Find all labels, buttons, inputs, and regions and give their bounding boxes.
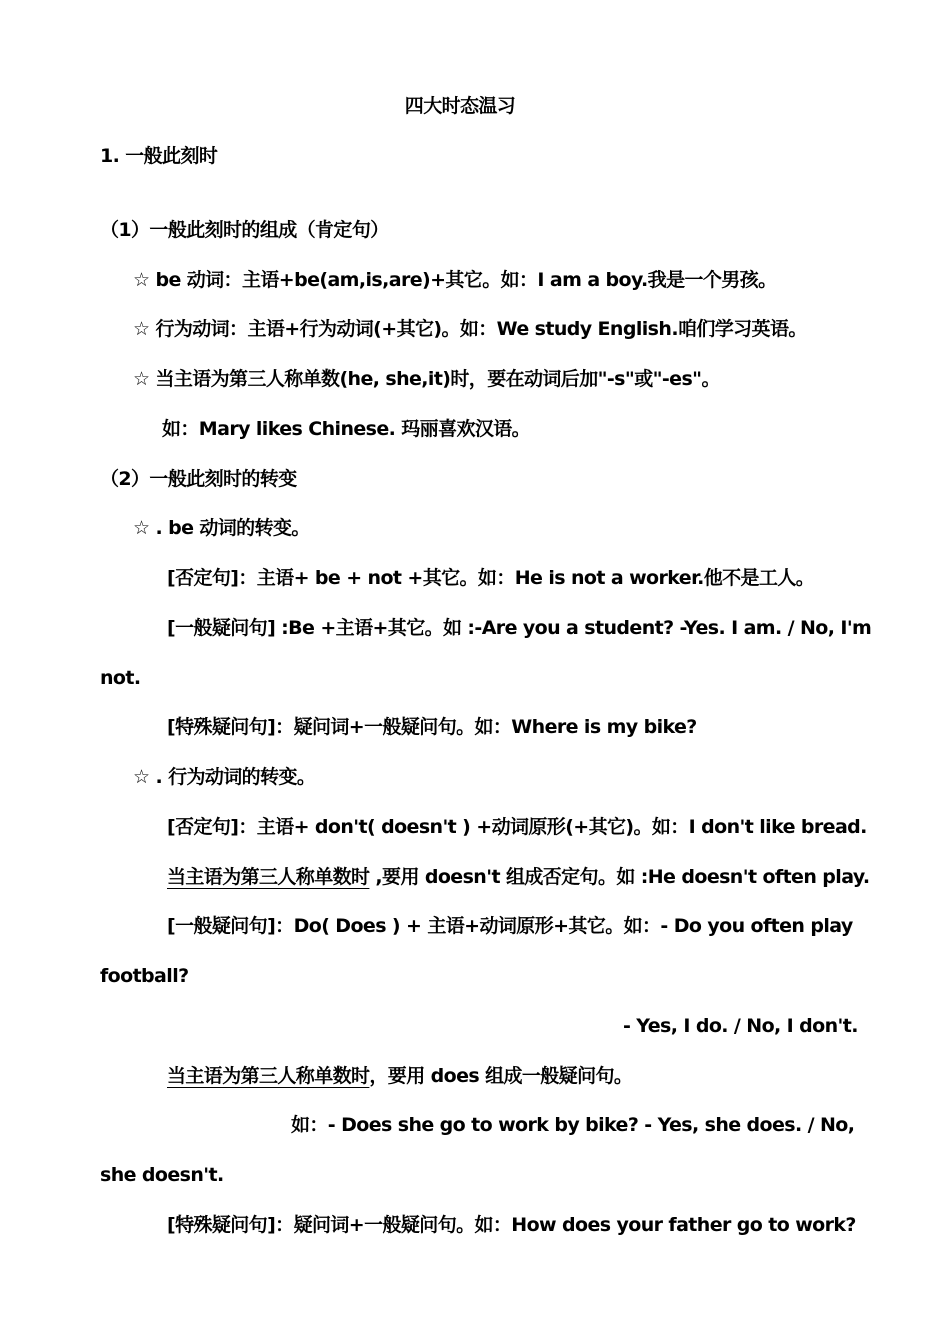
verb-wh-question-rule: [特殊疑问句]：疑问词+一般疑问句。如：How does your father go to work? (167, 1214, 856, 1236)
verb-question-rule: [一般疑问句]：Do( Does ) + 主语+动词原形+其它。如：- Do you often play (167, 915, 853, 937)
example-line: 如：Mary likes Chinese. 玛丽喜欢汉语。 (162, 418, 531, 440)
action-verb-change-heading: ☆ . 行为动词的转变。 (133, 766, 316, 788)
verb-question-rule-cont: football? (100, 965, 189, 987)
be-question-rule-cont: not. (100, 667, 141, 689)
underlined-condition: 当主语为第三人称单数时 (167, 1065, 370, 1087)
be-verb-change-heading: ☆ . be 动词的转变。 (133, 517, 310, 539)
subsection-heading: （1）一般此刻时的组成（肯定句） (100, 219, 389, 241)
underlined-condition: 当主语为第三人称单数时 (167, 866, 370, 888)
verb-question-third-example-cont: she doesn't. (100, 1164, 224, 1186)
section-heading: 1. 一般此刻时 (100, 145, 218, 167)
verb-negative-third-person (167, 865, 870, 889)
rule-action-verb: ☆ 行为动词：主语+行为动词(+其它)。如：We study English.咱们学习英语。 (133, 318, 807, 340)
be-question-rule: [一般疑问句] :Be +主语+其它。如 :-Are you a student? -Yes. I am. / No, I'm (167, 617, 872, 639)
be-wh-question-rule: [特殊疑问句]：疑问词+一般疑问句。如：Where is my bike? (167, 716, 697, 738)
rule-third-person: ☆ 当主语为第三人称单数(he, she,it)时，要在动词后加"-s"或"-es"。 (133, 368, 720, 390)
verb-question-third-person (167, 1064, 632, 1088)
verb-question-third-example: 如：- Does she go to work by bike? - Yes, she does. / No, (291, 1114, 855, 1136)
verb-negative-third-person-text: ,要用 doesn't 组成否定句。如 :He doesn't often play. (369, 866, 870, 888)
rule-be-verb: ☆ be 动词：主语+be(am,is,are)+其它。如：I am a boy.我是一个男孩。 (133, 269, 777, 291)
subsection-heading: （2）一般此刻时的转变 (100, 468, 297, 490)
verb-question-answer: - Yes, I do. / No, I don't. (623, 1015, 858, 1037)
verb-negative-rule: [否定句]：主语+ don't( doesn't ) +动词原形(+其它)。如：I don't like bread. (167, 816, 867, 838)
document-title: 四大时态温习 (404, 95, 516, 117)
verb-question-third-person-text: ，要用 does 组成一般疑问句。 (369, 1065, 633, 1087)
be-negative-rule: [否定句]：主语+ be + not +其它。如：He is not a worker.他不是工人。 (167, 567, 815, 589)
